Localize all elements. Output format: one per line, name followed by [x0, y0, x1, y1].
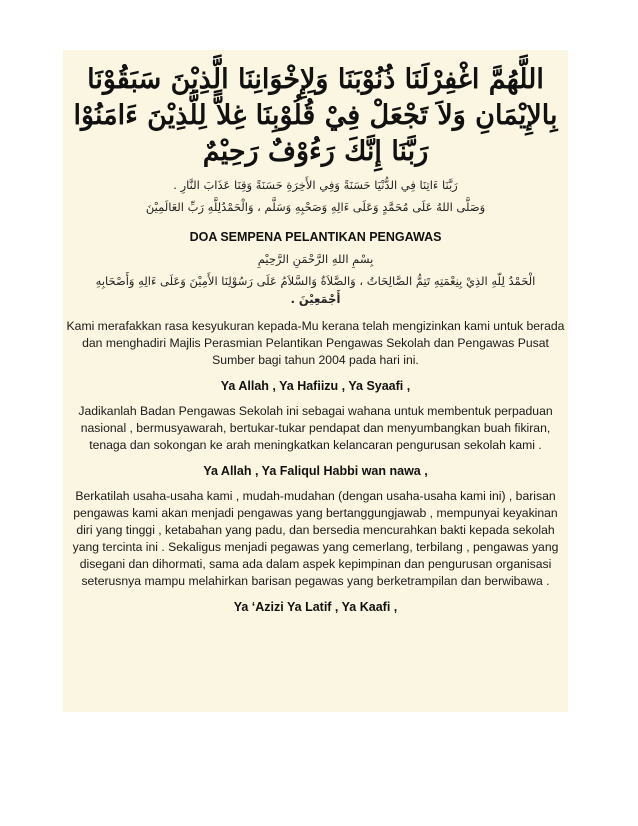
invocation-2: Ya Allah , Ya Faliqul Habbi wan nawa ,	[203, 464, 428, 478]
arabic-basmala: بِسْمِ اللهِ الرَّحْمَنِ الرَّحِيْمِ	[257, 252, 374, 266]
arabic-prayer-line-5: وَصَلَّى اللهُ عَلَى مُحَمَّدٍ وَعَلَى ءَالِهِ وَصَحْبِهِ وَسَلَّم ، وَالْحَمْدُلِلَّهِ رَبِّ العَالَمِيْنَ	[145, 200, 486, 214]
arabic-hamdalah: الْحَمْدُ لِلّهِ الذِيْ بِنِعْمَتِهِ تَتِمُّ الصَّالِحَاتُ ، وَالصَّلاَةُ وَالسَّلاَمُ عَلَى رَسُوْلِنَا الأَمِيْنَ وَعَلَى ءَالِهِ وَأَصْحَابِهِ	[95, 274, 536, 288]
document-page	[63, 50, 568, 712]
invocation-1: Ya Allah , Ya Hafiizu , Ya Syaafi ,	[220, 379, 411, 393]
arabic-prayer-line-4: رَبَّنَا ءَاتِنَا فِي الدُّنْيَا حَسَنَةً وَفِي الأَخِرَةِ حَسَنَةً وَقِنَا عَذَابَ النَّارِ .	[173, 178, 458, 192]
arabic-prayer-line-3: رَبَّنَا إِنَّكَ رَءُوْفٌ رَحِيْمٌ	[202, 136, 429, 167]
paragraph-2: Jadikanlah Badan Pengawas Sekolah ini sebagai wahana untuk membentuk perpaduan nasional , bermusyawarah, bertukar-tukar pendapat dan menyumbangkan buah fikiran, tenaga dan sokongan ke arah meningkatkan kelancaran pengurusan sekolah kami .	[78, 404, 553, 452]
paragraph-3: Berkatilah usaha-usaha kami , mudah-mudahan (dengan usaha-usaha kami ini) , barisan pengawas kami akan menjadi pengawas yang bertanggungjawab , mempunyai keyakinan diri yang tinggi , ketabahan yang padu, dan bersedia mencurahkan bakti kepada sekolah yang tercinta ini . Sekaligus menjadi pegawas yang cemerlang, terbilang , pengawas yang disegani dan dihormati, sama ada dalam aspek kepimpinan dan pengurusan organisasi seterusnya mampu melahirkan barisan pegawas yang berketrampilan dan berwibawa .	[72, 489, 559, 588]
paragraph-1: Kami merafakkan rasa kesyukuran kepada-Mu kerana telah mengizinkan kami untuk berada dan menghadiri Majlis Perasmian Pelantikan Pengawas Sekolah dan Pengawas Pusat Sumber bagi tahun 2004 pada hari ini.	[66, 319, 565, 367]
arabic-prayer-line-2: بِالإِيْمَانِ وَلاَ تَجْعَلْ فِيْ قُلُوْبِنَا غِلاًّ لِلَّذِيْنَ ءَامَنُوْا	[73, 100, 558, 131]
arabic-prayer-line-1: اللَّهُمَّ اغْفِرْلَنَا ذُنُوْبَنَا وَلِإِخْوَانِنَا الَّذِيْنَ سَبَقُوْنَا	[87, 64, 544, 95]
arabic-ending: أَجْمَعِيْنَ .	[290, 292, 341, 306]
invocation-3: Ya ‘Azizi Ya Latif , Ya Kaafi ,	[233, 600, 398, 614]
page-title: DOA SEMPENA PELANTIKAN PENGAWAS	[189, 230, 442, 244]
